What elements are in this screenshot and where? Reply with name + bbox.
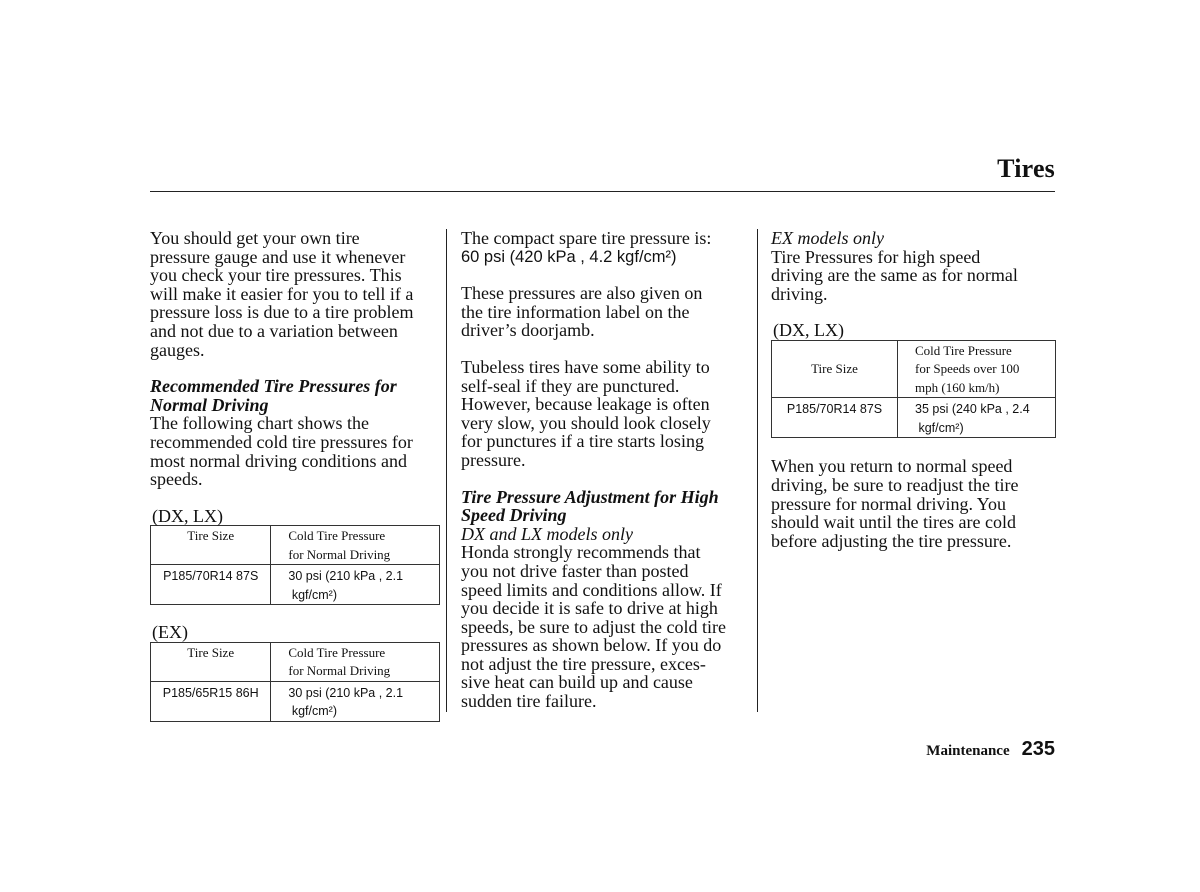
return-normal-paragraph [771, 457, 1061, 550]
pressure-line: 35 psi (240 kPa , 2.4 [915, 402, 1030, 417]
recommended-pressures-heading [150, 377, 440, 414]
tire-pressure-table-ex [150, 642, 440, 722]
text-line: pressure gauge and use it whenever [150, 246, 406, 267]
pressure-line: 30 psi (210 kPa , 2.1 [288, 685, 404, 700]
text-line: Honda strongly recommends that [461, 542, 701, 563]
text-line: When you return to normal speed [771, 456, 1013, 477]
high-speed-paragraph [461, 543, 753, 710]
models-subheading: DX and LX models only [461, 523, 633, 544]
text-line: and not due to a variation between [150, 320, 398, 341]
text-line: you not drive faster than posted [461, 560, 689, 581]
pressure-line: 30 psi (210 kPa , 2.1 [288, 569, 404, 584]
header-line: Cold Tire Pressure [915, 342, 1012, 358]
text-line: sive heat can build up and cause [461, 672, 693, 693]
header-line: for Normal Driving [288, 546, 391, 562]
table-c-label: (DX, LX) [773, 320, 844, 341]
text-line: you check your tire pressures. This [150, 265, 402, 286]
text-line: will make it easier for you to tell if a [150, 283, 414, 304]
pressure-line: kgf/cm²) [291, 587, 337, 602]
heading-line: Recommended Tire Pressures for [150, 376, 397, 397]
column-3 [771, 229, 1061, 550]
table-header-tire-size: Tire Size [151, 642, 271, 681]
heading-line: Tire Pressure Adjustment for High [461, 486, 719, 507]
spare-intro: The compact spare tire pressure is: [461, 228, 712, 248]
pressure-line: kgf/cm²) [291, 704, 337, 719]
table-header-cold-pressure [271, 642, 440, 681]
chart-description [150, 414, 440, 488]
high-speed-heading [461, 488, 753, 525]
text-line: The following chart shows the [150, 413, 369, 434]
text-line: self-seal if they are punctured. [461, 375, 680, 396]
header-line: Cold Tire Pressure [288, 644, 386, 660]
intro-paragraph [150, 229, 440, 359]
table-header-cold-pressure [898, 340, 1056, 398]
text-line: before adjusting the tire pressure. [771, 530, 1012, 551]
column-divider-2 [757, 229, 758, 712]
text-line: driver’s doorjamb. [461, 320, 595, 341]
page-number: 235 [1021, 738, 1055, 760]
column-2 [461, 229, 753, 711]
text-line: speed limits and conditions allow. If [461, 579, 722, 600]
text-line: Tire Pressures for high speed [771, 246, 981, 267]
text-line: not adjust the tire pressure, exces- [461, 653, 706, 674]
title-rule [150, 191, 1055, 192]
header-line: Cold Tire Pressure [288, 528, 386, 544]
tubeless-paragraph [461, 358, 753, 470]
text-line: Tubeless tires have some ability to [461, 356, 710, 377]
table-a-label: (DX, LX) [152, 505, 223, 526]
table-cell-size: P185/70R14 87S [151, 565, 271, 605]
text-line: recommended cold tire pressures for [150, 431, 413, 452]
ex-models-subheading: EX models only [771, 228, 884, 248]
text-line: These pressures are also given on [461, 283, 703, 304]
table-cell-pressure [271, 681, 440, 721]
text-line: driving are the same as for normal [771, 265, 1018, 286]
text-line: sudden tire failure. [461, 691, 597, 712]
table-header-cold-pressure [271, 526, 440, 565]
table-cell-pressure [271, 565, 440, 605]
table-b-label: (EX) [152, 622, 188, 643]
text-line: pressure loss is due to a tire problem [150, 302, 414, 323]
page-footer [926, 738, 1055, 761]
high-speed-pressure-table [771, 340, 1056, 439]
table-header-tire-size: Tire Size [772, 340, 898, 398]
text-line: You should get your own tire [150, 228, 360, 248]
section-name: Maintenance [926, 743, 1010, 759]
text-line: the tire information label on the [461, 301, 690, 322]
table-cell-pressure [898, 398, 1056, 438]
text-line: pressures as shown below. If you do [461, 635, 722, 656]
heading-line: Speed Driving [461, 505, 567, 526]
text-line: However, because leakage is often [461, 394, 710, 415]
table-cell-size: P185/70R14 87S [772, 398, 898, 438]
column-1 [150, 229, 440, 722]
label-location-paragraph [461, 284, 753, 340]
text-line: gauges. [150, 339, 205, 360]
column-divider-1 [446, 229, 447, 712]
text-line: speeds. [150, 469, 203, 490]
text-line: very slow, you should look closely [461, 412, 711, 433]
tire-pressure-table-dx-lx [150, 525, 440, 605]
text-line: driving, be sure to readjust the tire [771, 475, 1019, 496]
text-line: pressure. [461, 449, 526, 470]
spare-pressure-value: 60 psi (420 kPa , 4.2 kgf/cm²) [461, 247, 677, 266]
text-line: for punctures if a tire starts losing [461, 431, 704, 452]
page-title: Tires [997, 154, 1055, 183]
text-line: pressure for normal driving. You [771, 493, 1006, 514]
text-line: should wait until the tires are cold [771, 512, 1016, 533]
header-line: for Speeds over 100 [915, 361, 1020, 377]
table-header-tire-size: Tire Size [151, 526, 271, 565]
header-line: for Normal Driving [288, 663, 391, 679]
heading-line: Normal Driving [150, 394, 269, 415]
text-line: most normal driving conditions and [150, 450, 407, 471]
table-cell-size: P185/65R15 86H [151, 681, 271, 721]
pressure-line: kgf/cm²) [918, 420, 964, 435]
text-line: you decide it is safe to drive at high [461, 598, 718, 619]
ex-high-speed-paragraph [771, 248, 1061, 304]
header-line: mph (160 km/h) [915, 379, 1000, 395]
text-line: speeds, be sure to adjust the cold tire [461, 616, 726, 637]
text-line: driving. [771, 283, 828, 304]
